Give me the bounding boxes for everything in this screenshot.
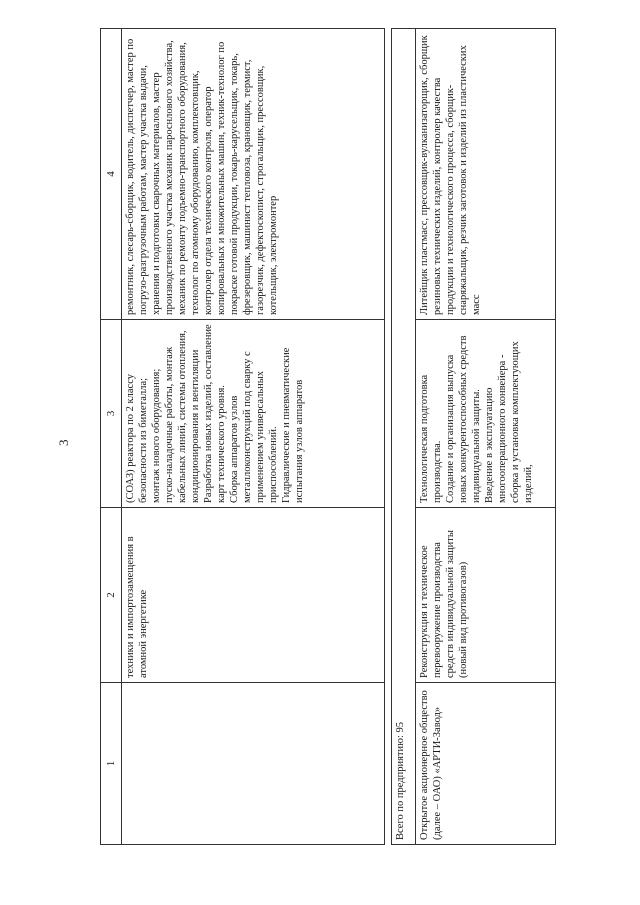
activity-line: пуско-наладочные работы, монтаж кабельных линий, системы отопления, кондиционирования и вентиляции <box>164 330 202 503</box>
spacer-row <box>385 29 392 845</box>
cell-professions: ремонтник, слесарь-сборщик, водитель, диспетчер, мастер по погрузо-разгрузочным работам, мастер участка выдачи, хранения и подготовки сварочных материалов, мастер производственного участка механик пароснлового хозяйства, механик по ремонту подъемно-транспортного оборудования, технолог по атомному оборудованию, комплектовщик, контролер отдела технического контроля, оператор копировальных и множительных машин, техник-технолог по покраске готовой продукции, токарь-карусельщик, токарь, фрезеровщик, машинист тепловоза, крановщик, термист, газорезчик, дефектоскопист, строгальщик, прессовщик, котельщик, электромонтер <box>122 29 385 320</box>
activity-line: Разработка новых изделий, составление карт технического уровня. <box>203 324 228 503</box>
cell-project: Реконструкция и техническое перевооружение производства средств индивидуальной защиты (новый вид противогазов) <box>415 508 555 683</box>
total-row <box>392 29 416 845</box>
header-col-3: 3 <box>101 320 122 508</box>
activity-line: монтаж нового оборудования; <box>151 368 163 503</box>
cell-professions: Литейщик пластмасс, прессовщик-вулканизаторщик, сборщик резиновых технических изделий, контролер качества продукции и технологического процесса, сборщик-снаряжальщик, резчик заготовок и изделий из пластических масс <box>415 29 555 320</box>
activity-line: (СОАЗ) реактора по 2 классу безопасности из биметалла; <box>125 374 150 503</box>
cell-activities <box>415 320 555 508</box>
data-table <box>100 28 556 845</box>
cell-organization: Открытое акционерное общество (далее – ОАО) «АРТИ-Завод» <box>415 683 555 845</box>
table-row <box>415 29 555 845</box>
activity-line: Технологическая подготовка производства. <box>418 374 443 503</box>
cell-organization <box>122 683 385 845</box>
rotated-table-container <box>100 29 556 845</box>
header-col-4: 4 <box>101 29 122 320</box>
activity-line: Гидравлические и пневматические испытания узлов аппаратов <box>281 347 306 503</box>
header-col-2: 2 <box>101 508 122 683</box>
spacer-cell <box>385 29 392 845</box>
table-row <box>122 29 385 845</box>
activity-line: Введение в эксплуатацию многооперационного конвейера - сборка и установка комплектующих изделий, <box>483 341 534 503</box>
header-row <box>101 29 122 845</box>
cell-project: техники и импортозамещения в атомной энергетике <box>122 508 385 683</box>
total-cell: Всего по предприятию: 95 <box>392 29 416 845</box>
header-col-1: 1 <box>101 683 122 845</box>
page-number: 3 <box>56 439 71 446</box>
activity-line: Сборка аппаратов узлов металлоконструкций под сварку с применением универсальных приспособлений. <box>229 351 280 503</box>
activity-line: Создание и организация выпуска новых конкурентоспособных средств индивидуальной защиты. <box>444 335 482 503</box>
cell-activities <box>122 320 385 508</box>
